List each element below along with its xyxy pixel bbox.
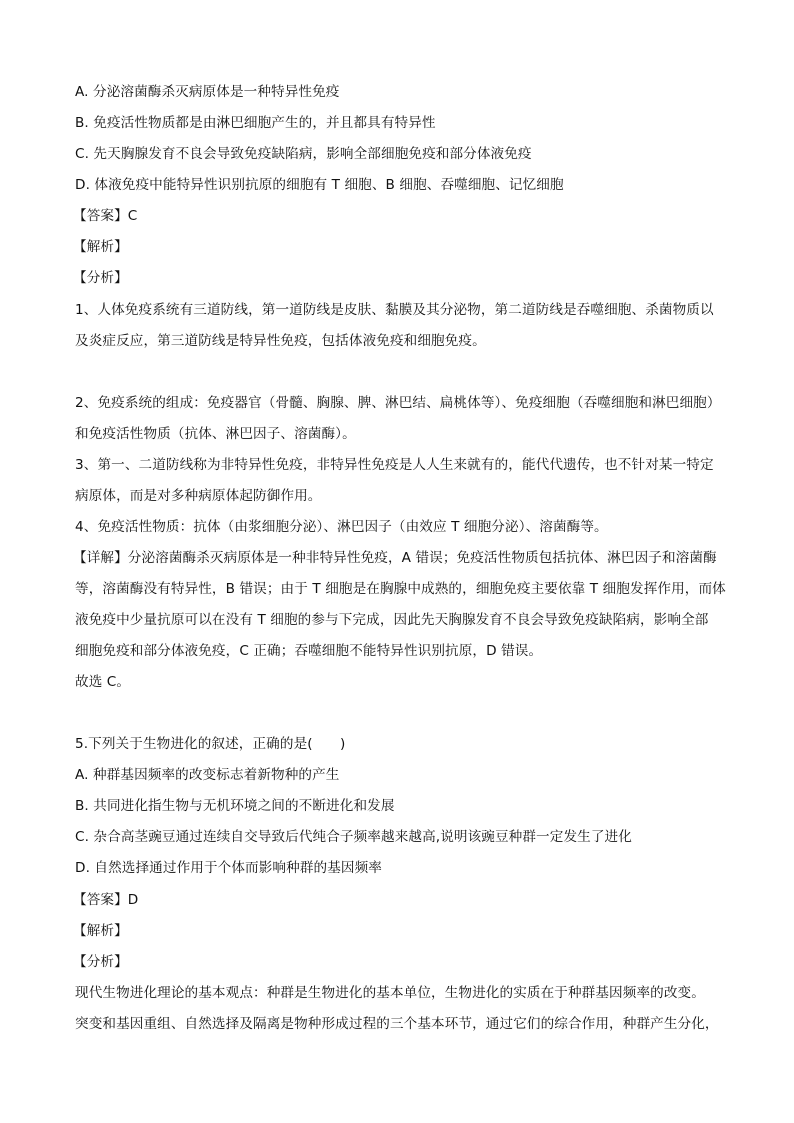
q4-option-b: B. 免疫活性物质都是由淋巴细胞产生的，并且都具有特异性 bbox=[75, 115, 436, 131]
q4-detail-line: 【详解】分泌溶菌酶杀灭病原体是一种非特异性免疫，A 错误；免疫活性物质包括抗体、淋巴因子和溶菌酶 bbox=[73, 550, 717, 566]
q4-option-d: D. 体液免疫中能特异性识别抗原的细胞有 T 细胞、B 细胞、吞噬细胞、记忆细胞 bbox=[75, 177, 564, 193]
q4-analysis-line: 病原体，而是对多种病原体起防御作用。 bbox=[75, 488, 322, 504]
q5-jiexi-heading: 【解析】 bbox=[73, 923, 128, 939]
q5-stem: 5.下列关于生物进化的叙述，正确的是( ) bbox=[75, 736, 346, 752]
q4-analysis-line: 3、第一、二道防线称为非特异性免疫，非特异性免疫是人人生来就有的，能代代遗传，也不针对某一特定 bbox=[75, 457, 714, 473]
q4-jiexi-heading: 【解析】 bbox=[73, 239, 128, 255]
q4-fenxi-heading: 【分析】 bbox=[73, 270, 128, 286]
q5-option-d: D. 自然选择通过作用于个体而影响种群的基因频率 bbox=[75, 860, 382, 876]
q4-detail-line: 等，溶菌酶没有特异性，B 错误；由于 T 细胞是在胸腺中成熟的，细胞免疫主要依靠 T 细胞发挥作用，而体 bbox=[75, 581, 726, 597]
q4-option-c: C. 先天胸腺发育不良会导致免疫缺陷病，影响全部细胞免疫和部分体液免疫 bbox=[75, 146, 532, 162]
q5-option-b: B. 共同进化指生物与无机环境之间的不断进化和发展 bbox=[75, 798, 395, 814]
q5-option-c: C. 杂合高茎豌豆通过连续自交导致后代纯合子频率越来越高,说明该豌豆种群一定发生了进化 bbox=[75, 829, 632, 845]
q4-analysis-line: 1、人体免疫系统有三道防线，第一道防线是皮肤、黏膜及其分泌物，第二道防线是吞噬细胞、杀菌物质以 bbox=[75, 302, 714, 318]
q4-option-a: A. 分泌溶菌酶杀灭病原体是一种特异性免疫 bbox=[75, 84, 340, 100]
q4-analysis-line: 和免疫活性物质（抗体、淋巴因子、溶菌酶）。 bbox=[75, 426, 356, 442]
q5-fenxi-heading: 【分析】 bbox=[73, 954, 128, 970]
q4-analysis-line: 及炎症反应，第三道防线是特异性免疫，包括体液免疫和细胞免疫。 bbox=[75, 333, 486, 349]
q5-answer: 【答案】D bbox=[73, 892, 139, 908]
q5-analysis-line: 现代生物进化理论的基本观点：种群是生物进化的基本单位，生物进化的实质在于种群基因频率的改变。 bbox=[75, 985, 705, 1001]
q4-detail-line: 液免疫中少量抗原可以在没有 T 细胞的参与下完成，因此先天胸腺发育不良会导致免疫缺陷病，影响全部 bbox=[75, 612, 709, 628]
q4-analysis-line: 4、免疫活性物质：抗体（由浆细胞分泌）、淋巴因子（由效应 T 细胞分泌）、溶菌酶等。 bbox=[75, 519, 608, 535]
q4-conclusion: 故选 C。 bbox=[75, 674, 131, 690]
q4-detail-line: 细胞免疫和部分体液免疫，C 正确；吞噬细胞不能特异性识别抗原，D 错误。 bbox=[75, 643, 543, 659]
q5-option-a: A. 种群基因频率的改变标志着新物种的产生 bbox=[75, 767, 340, 783]
q4-analysis-line: 2、免疫系统的组成：免疫器官（骨髓、胸腺、脾、淋巴结、扁桃体等）、免疫细胞（吞噬细胞和淋巴细胞） bbox=[75, 395, 721, 411]
q4-answer: 【答案】C bbox=[73, 208, 138, 224]
q5-analysis-line: 突变和基因重组、自然选择及隔离是物种形成过程的三个基本环节，通过它们的综合作用，种群产生分化， bbox=[75, 1016, 719, 1032]
